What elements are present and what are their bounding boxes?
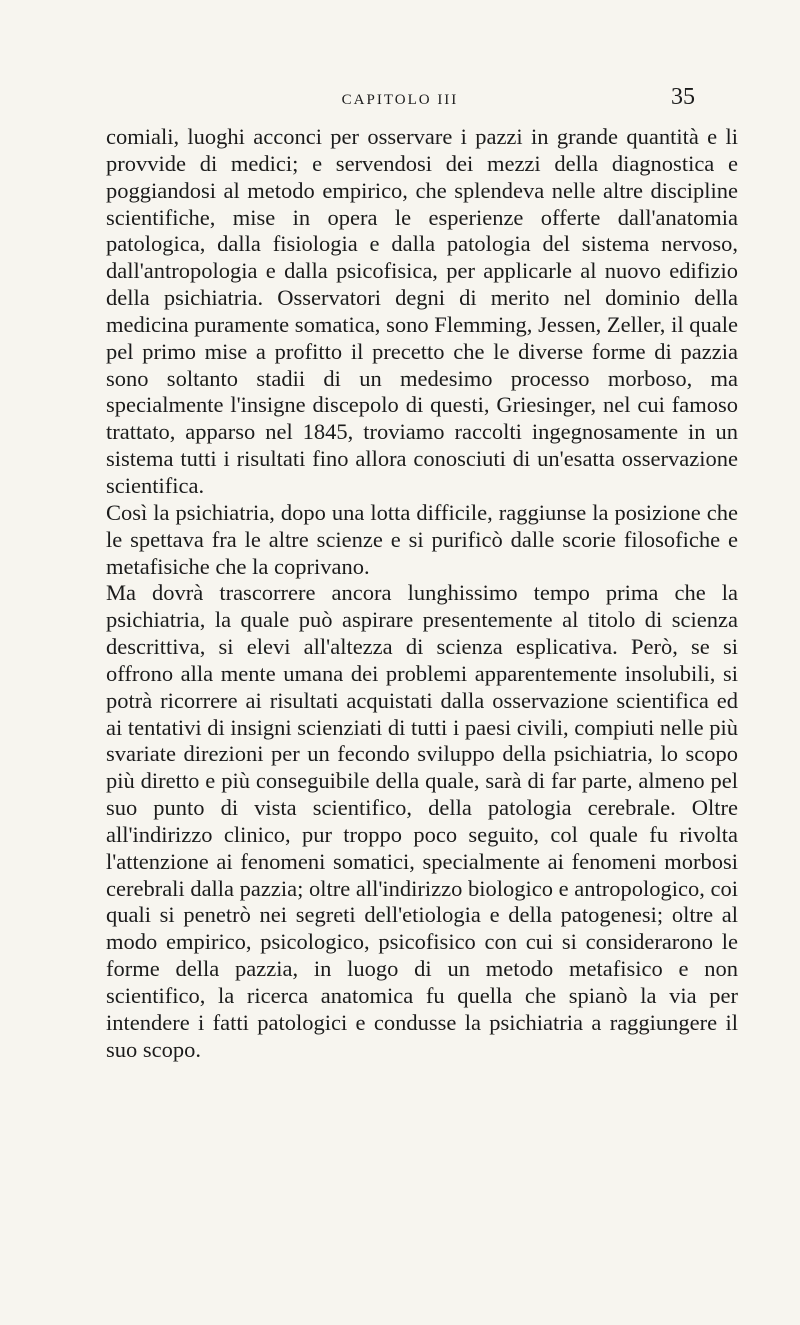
chapter-title: CAPITOLO III: [341, 92, 459, 108]
page-number: 35: [671, 84, 695, 110]
paragraph-1: comiali, luoghi acconci per osservare i pazzi in grande quantità e li provvide di medici; e servendosi dei mezzi della diagnostica e poggiandosi al metodo empirico, che splendeva nelle altre discipline scientifiche, mise in opera le esperienze offerte dall'anatomia patologica, dalla fisiologia e dalla patologia del sistema nervoso, dall'antropologia e dalla psicofisica, per applicarle al nuovo edifizio della psichiatria. Osservatori degni di merito nel dominio della medicina puramente somatica, sono Flemming, Jessen, Zeller, il quale pel primo mise a profitto il precetto che le diverse forme di pazzia sono soltanto stadii di un medesimo processo morboso, ma specialmente l'insigne discepolo di questi, Griesinger, nel cui famoso trattato, apparso nel 1845, troviamo raccolti ingegnosamente in un sistema tutti i risultati fino allora conosciuti di un'esatta osservazione scientifica.: [106, 124, 738, 498]
paragraph-3: Ma dovrà trascorrere ancora lunghissimo tempo prima che la psichiatria, la quale può aspirare presentemente al titolo di scienza descrittiva, si elevi all'altezza di scienza esplicativa. Però, se si offrono alla mente umana dei problemi apparentemente insolubili, si potrà ricorrere ai risultati acquistati dalla osservazione scientifica ed ai tentativi di insigni scienziati di tutti i paesi civili, compiuti nelle più svariate direzioni per un fecondo sviluppo della psichiatria, lo scopo più diretto e più conseguibile della quale, sarà di far parte, almeno pel suo punto di vista scientifico, della patologia cerebrale. Oltre all'indirizzo clinico, pur troppo poco seguito, col quale fu rivolta l'attenzione ai fenomeni somatici, specialmente ai fenomeni morbosi cerebrali dalla pazzia; oltre all'indirizzo biologico e antropologico, coi quali si penetrò nei segreti dell'etiologia e della patogenesi; oltre al modo empirico, psicologico, psicofisico con cui si considerarono le forme della pazzia, in luogo di un metodo metafisico e non scientifico, la ricerca anatomica fu quella che spianò la via per intendere i fatti patologici e condusse la psichiatria a raggiungere il suo scopo.: [106, 580, 738, 1062]
body-text: [106, 124, 738, 1064]
paragraph-2: Così la psichiatria, dopo una lotta difficile, raggiunse la posizione che le spettava fra le altre scienze e si purificò dalle scorie filosofiche e metafisiche che la coprivano.: [106, 499, 738, 579]
running-head: [0, 86, 800, 116]
